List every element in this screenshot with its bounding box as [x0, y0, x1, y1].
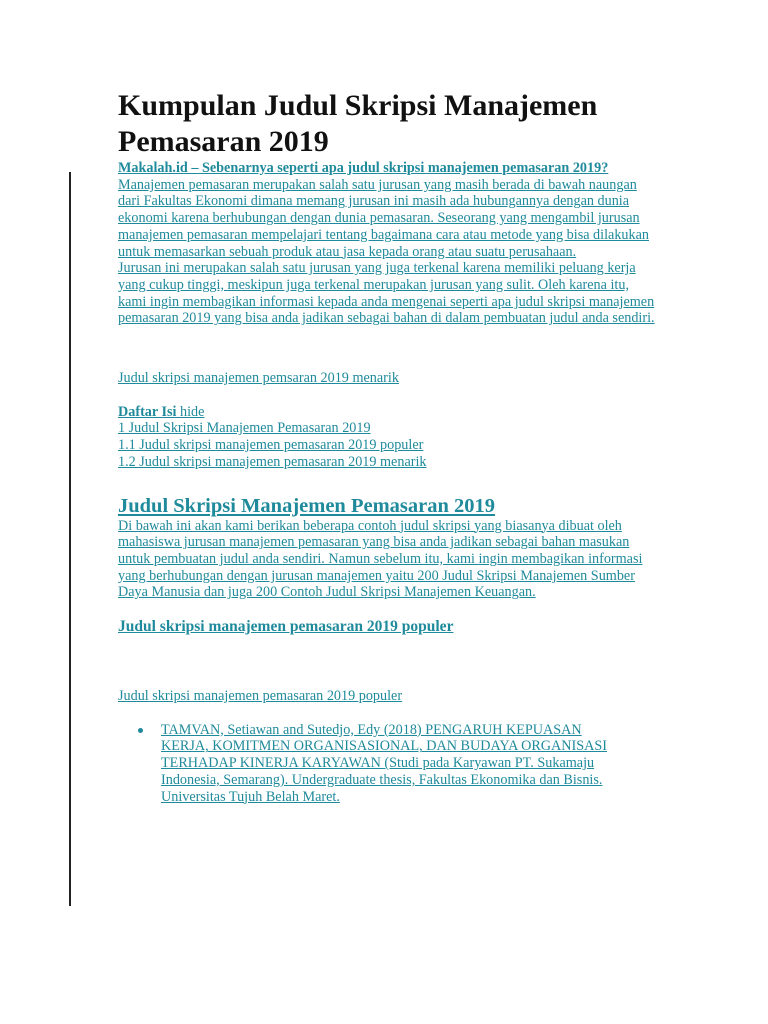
bullet-icon: [138, 728, 143, 733]
article-content: [118, 88, 658, 805]
section-heading[interactable]: Judul Skripsi Manajemen Pemasaran 2019: [118, 494, 495, 517]
subsection-heading[interactable]: Judul skripsi manajemen pemasaran 2019 populer: [118, 618, 454, 636]
reference-text[interactable]: TAMVAN, Setiawan and Sutedjo, Edy (2018) PENGARUH KEPUASAN KERJA, KOMITMEN ORGANISASIONAL, DAN BUDAYA ORGANISASI TERHADAP KINERJA KARYAWAN (Studi pada Karyawan PT. Sukamaju Indonesia, Semarang). Undergraduate thesis, Fakultas Ekonomika dan Bisnis. Universitas Tujuh Belah Maret.: [161, 721, 608, 805]
section-paragraph[interactable]: Di bawah ini akan kami berikan beberapa contoh judul skripsi yang biasanya dibuat oleh mahasiswa jurusan manajemen pemasaran yang bisa anda jadikan sebagai bahan masukan untuk pembuatan judul anda sendiri. Namun sebelum itu, kami ingin membagikan informasi yang berhubungan dengan jurusan manajemen yaitu 200 Judul Skripsi Manajemen Sumber Daya Manusia dan juga 200 Contoh Judul Skripsi Manajemen Keuangan.: [118, 517, 643, 601]
intro-text[interactable]: Manajemen pemasaran merupakan salah satu jurusan yang masih berada di bawah naungan dari Fakultas Ekonomi dimana memang jurusan ini masih ada hubungannya dengan dunia ekonomi karena berhubungan dengan dunia pemasaran. Seseorang yang mengambil jurusan manajemen pemasaran mempelajari tentang bagaimana cara atau metode yang bisa dilakukan untuk memasarkan sebuah produk atau jasa kepada orang atau suatu perusahaan.: [118, 176, 650, 260]
toc-label: Daftar Isi: [118, 403, 177, 420]
page-title: Kumpulan Judul Skripsi Manajemen Pemasaran 2019: [118, 89, 598, 158]
list-item[interactable]: [161, 722, 631, 806]
image-caption-link[interactable]: Judul skripsi manajemen pemsaran 2019 menarik: [118, 370, 399, 387]
toc-item[interactable]: 1.1 Judul skripsi manajemen pemasaran 2019 populer: [118, 437, 424, 454]
toc-item[interactable]: 1.2 Judul skripsi manajemen pemasaran 2019 menarik: [118, 453, 427, 470]
intro-paragraph[interactable]: [118, 160, 658, 260]
page-margin-line: [69, 172, 71, 906]
table-of-contents: [118, 404, 658, 471]
image-caption-link[interactable]: Judul skripsi manajemen pemasaran 2019 populer: [118, 688, 403, 705]
second-paragraph[interactable]: Jurusan ini merupakan salah satu jurusan yang juga terkenal karena memiliki peluang kerja yang cukup tinggi, meskipun juga terkenal merupakan jurusan yang sulit. Oleh karena itu, kami ingin membagikan informasi kepada anda mengenai seperti apa judul skripsi manajemen pemasaran 2019 yang bisa anda jadikan sebagai bahan di dalam pembuatan judul anda sendiri.: [118, 260, 655, 327]
reference-list: [118, 722, 658, 806]
toc-item[interactable]: 1 Judul Skripsi Manajemen Pemasaran 2019: [118, 420, 371, 437]
toc-hide-toggle[interactable]: hide: [180, 403, 205, 420]
intro-lead[interactable]: Makalah.id – Sebenarnya seperti apa judul skripsi manajemen pemasaran 2019?: [118, 160, 609, 176]
